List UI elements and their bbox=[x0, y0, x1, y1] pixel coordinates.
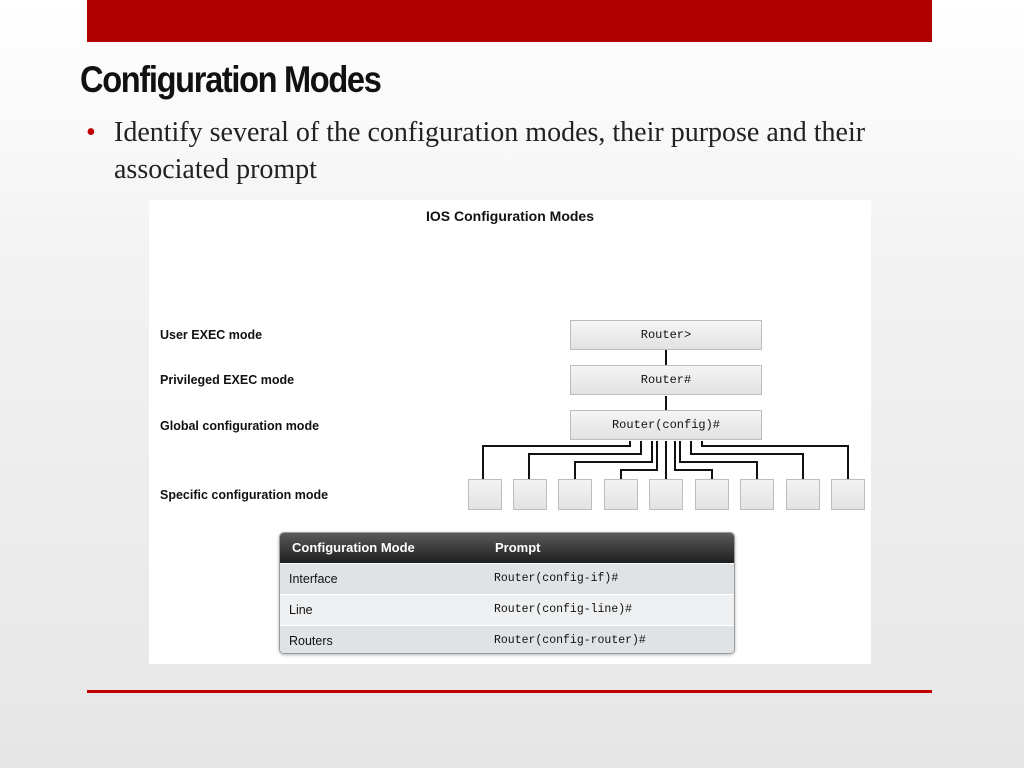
cell-prompt: Router(config-line)# bbox=[494, 603, 633, 616]
prompt-box-global-config: Router(config)# bbox=[570, 410, 762, 440]
header-prompt: Prompt bbox=[495, 540, 541, 555]
cell-prompt: Router(config-router)# bbox=[494, 634, 646, 647]
prompt-box-user-exec: Router> bbox=[570, 320, 762, 350]
bottom-rule bbox=[87, 690, 932, 693]
specific-mode-box bbox=[604, 479, 638, 510]
ios-config-modes-figure bbox=[149, 200, 871, 664]
bullet-marker: • bbox=[86, 117, 96, 148]
specific-mode-box bbox=[649, 479, 683, 510]
specific-mode-box bbox=[786, 479, 820, 510]
config-mode-table bbox=[279, 532, 735, 654]
cell-prompt: Router(config-if)# bbox=[494, 572, 619, 585]
mode-label-user-exec: User EXEC mode bbox=[160, 328, 263, 342]
bullet-text: Identify several of the configuration modes, their purpose and their associated prompt bbox=[114, 117, 866, 185]
top-accent-bar bbox=[87, 0, 932, 42]
mode-label-privileged-exec: Privileged EXEC mode bbox=[160, 373, 295, 387]
table-header bbox=[280, 533, 734, 563]
specific-mode-box bbox=[695, 479, 729, 510]
mode-label-specific-config: Specific configuration mode bbox=[160, 488, 329, 502]
table-row bbox=[280, 625, 734, 654]
cell-mode: Routers bbox=[289, 634, 333, 648]
header-config-mode: Configuration Mode bbox=[292, 540, 415, 555]
cell-mode: Interface bbox=[289, 572, 338, 586]
slide-title: Configuration Modes bbox=[80, 59, 381, 100]
cell-mode: Line bbox=[289, 603, 313, 617]
specific-mode-box bbox=[513, 479, 547, 510]
specific-mode-box bbox=[468, 479, 502, 510]
table-row bbox=[280, 563, 734, 594]
figure-title: IOS Configuration Modes bbox=[426, 208, 594, 224]
table-row bbox=[280, 594, 734, 625]
specific-mode-box bbox=[831, 479, 865, 510]
specific-mode-box bbox=[740, 479, 774, 510]
mode-label-global-config: Global configuration mode bbox=[160, 419, 320, 433]
prompt-box-privileged-exec: Router# bbox=[570, 365, 762, 395]
specific-mode-box bbox=[558, 479, 592, 510]
